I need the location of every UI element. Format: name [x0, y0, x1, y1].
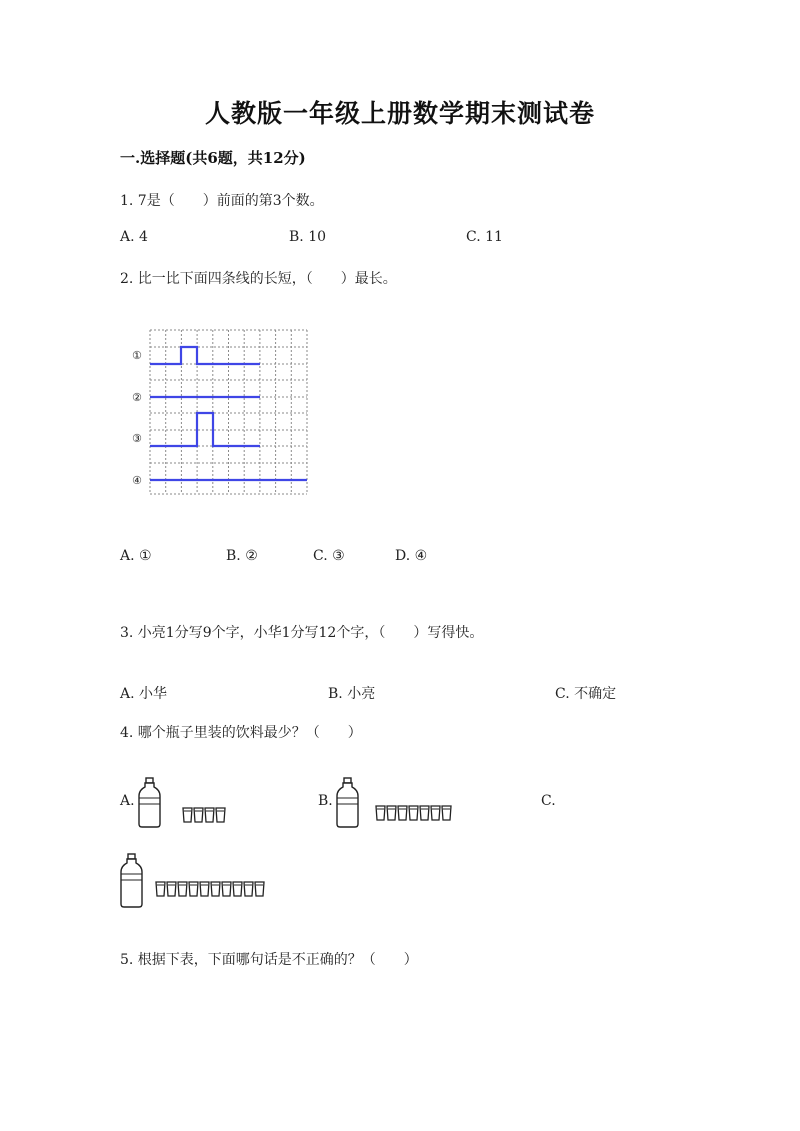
question-1-text: 1. 7是（ ）前面的第3个数。 — [120, 193, 324, 209]
cup-icon — [205, 808, 214, 822]
cup-icon — [255, 882, 264, 896]
cup-icon — [200, 882, 209, 896]
question-3-option-b[interactable]: B. 小亮 — [328, 686, 376, 702]
cup-row-a — [183, 808, 225, 822]
page-title: 人教版一年级上册数学期末测试卷 — [204, 99, 595, 128]
cup-icon — [167, 882, 176, 896]
question-3-text: 3. 小亮1分写9个字，小华1分写12个字，（ ）写得快。 — [120, 625, 484, 641]
bottle-icon — [337, 778, 358, 827]
question-2-option-c[interactable]: C. ③ — [313, 548, 345, 564]
question-1-option-a[interactable]: A. 4 — [120, 229, 148, 245]
question-4-text: 4. 哪个瓶子里装的饮料最少？（ ） — [120, 725, 362, 741]
question-2-option-d[interactable]: D. ④ — [395, 548, 428, 564]
dotted-grid — [150, 330, 307, 494]
line-label-2: ② — [132, 391, 142, 404]
question-1-option-b[interactable]: B. 10 — [289, 229, 327, 245]
question-4-option-a[interactable]: A. — [120, 793, 135, 809]
question-1-option-c[interactable]: C. 11 — [466, 229, 503, 245]
line-1 — [150, 347, 260, 364]
question-2-text: 2. 比一比下面四条线的长短，（ ）最长。 — [120, 271, 397, 287]
bottle-group-a — [138, 776, 238, 832]
question-5-text: 5. 根据下表，下面哪句话是不正确的？（ ） — [120, 952, 418, 968]
bottle-icon — [139, 778, 160, 827]
question-4-option-c[interactable]: C. — [541, 793, 556, 809]
cup-icon — [216, 808, 225, 822]
question-2-option-b[interactable]: B. ② — [226, 548, 258, 564]
line-label-3: ③ — [132, 432, 142, 445]
cup-icon — [420, 806, 429, 820]
cup-icon — [409, 806, 418, 820]
cup-row-b — [376, 806, 451, 820]
question-4-option-b[interactable]: B. — [318, 793, 333, 809]
cup-icon — [398, 806, 407, 820]
cup-icon — [233, 882, 242, 896]
cup-icon — [183, 808, 192, 822]
cup-icon — [442, 806, 451, 820]
question-2-option-a[interactable]: A. ① — [120, 548, 152, 564]
cup-icon — [178, 882, 187, 896]
question-3-option-a[interactable]: A. 小华 — [120, 686, 168, 702]
cup-icon — [387, 806, 396, 820]
cup-icon — [194, 808, 203, 822]
cup-icon — [189, 882, 198, 896]
line-length-figure — [120, 322, 320, 502]
line-label-4: ④ — [132, 474, 142, 487]
cup-icon — [156, 882, 165, 896]
cup-icon — [222, 882, 231, 896]
cup-icon — [376, 806, 385, 820]
bottle-group-c — [120, 852, 290, 912]
section-heading: 一.选择题(共6题，共12分) — [120, 149, 306, 167]
line-label-1: ① — [132, 349, 142, 362]
bottle-icon — [121, 854, 142, 907]
cup-icon — [244, 882, 253, 896]
bottle-group-b — [336, 776, 456, 832]
question-3-option-c[interactable]: C. 不确定 — [555, 686, 617, 702]
cup-icon — [211, 882, 220, 896]
cup-icon — [431, 806, 440, 820]
cup-row-c — [156, 882, 264, 896]
